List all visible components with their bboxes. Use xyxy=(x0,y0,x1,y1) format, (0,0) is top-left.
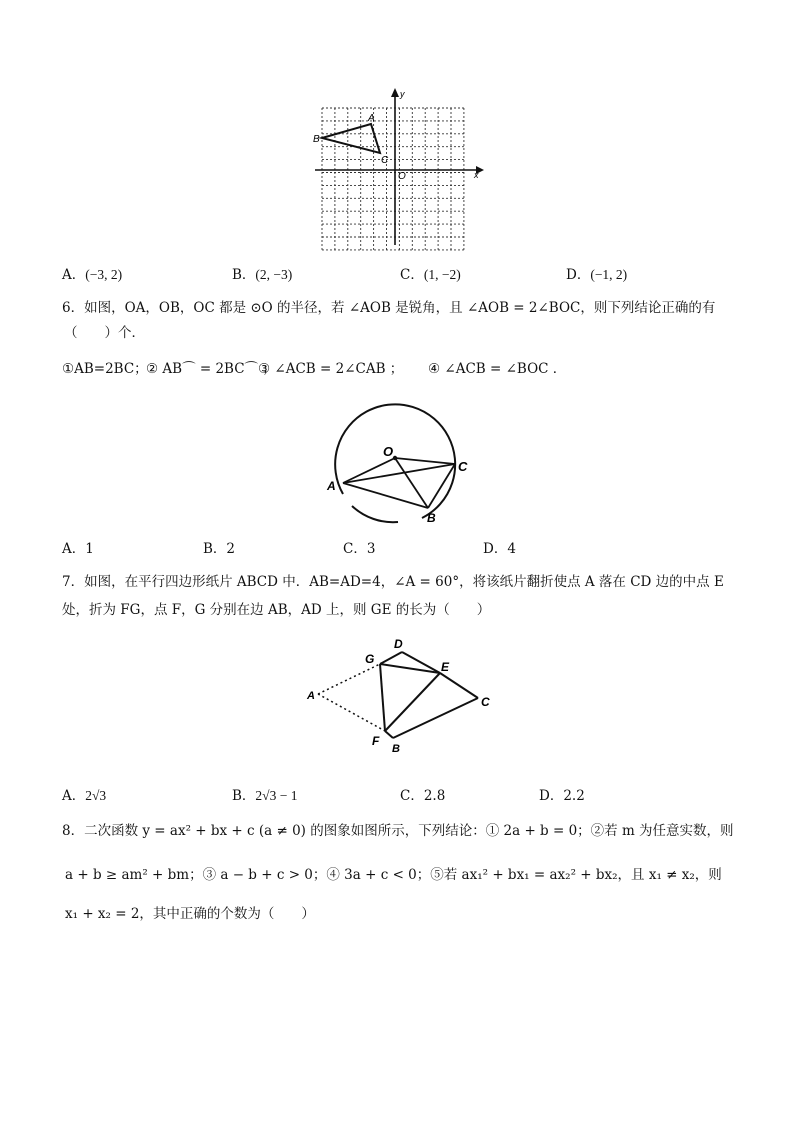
q6-statement-1: ①AB=2BC； xyxy=(62,361,148,377)
q7-segment-ec xyxy=(440,673,478,698)
q7-segment-fe xyxy=(385,673,440,731)
q5-option-b: B．(2, −3) xyxy=(232,267,293,283)
q7-dashed-af xyxy=(318,694,385,731)
q5-option-a: A．(−3, 2) xyxy=(62,267,123,283)
q6-question-line-1: 6．如图，OA，OB，OC 都是 ⊙O 的半径，若 ∠AOB 是锐角，且 ∠AOB = 2∠BOC，则下列结论正确的有 xyxy=(62,300,716,316)
q7-question-line-1: 7．如图，在平行四边形纸片 ABCD 中．AB=AD=4，∠A = 60°，将该纸片翻折使点 A 落在 CD 边的中点 E xyxy=(62,574,724,590)
q7-question-line-2: 处，折为 FG，点 F，G 分别在边 AB，AD 上，则 GE 的长为（ ） xyxy=(62,602,491,618)
q6-label-b: B xyxy=(427,511,436,525)
q6-label-o: O xyxy=(383,444,394,459)
q6-statement-4: ④ ∠ACB = ∠BOC ． xyxy=(428,361,567,377)
q8-question-line-2: a + b ≥ am² + bm；③ a − b + c > 0；④ 3a + c < 0；⑤若 ax₁² + bx₁ = ax₂² + bx₂，且 x₁ ≠ x₂，则 xyxy=(65,867,722,883)
q6-label-c: C xyxy=(458,459,468,474)
q7-segment-gf xyxy=(380,664,385,731)
q6-question-line-2: （ ）个． xyxy=(64,325,145,341)
q7-option-a: A．2√3 xyxy=(62,788,107,804)
q5-label-x: x xyxy=(474,170,479,180)
q7-label-g: G xyxy=(365,652,375,666)
q5-label-c: C xyxy=(381,155,389,166)
q5-label-y: y xyxy=(400,89,405,99)
q7-dashed-ag xyxy=(318,664,380,694)
q7-segment-bf xyxy=(385,731,393,738)
q7-option-b: B．2√3 − 1 xyxy=(232,788,298,804)
q5-label-o: O xyxy=(398,171,406,182)
q7-label-a: A xyxy=(307,690,315,702)
q6-label-a: A xyxy=(327,479,336,493)
q7-option-c: C．2.8 xyxy=(400,788,446,804)
q6-option-c: C．3 xyxy=(343,541,376,557)
q5-label-b: B xyxy=(313,134,320,145)
q6-option-a: A．1 xyxy=(62,541,94,557)
q6-statement-3: ③ ∠ACB = 2∠CAB ； xyxy=(258,361,404,377)
q7-label-e: E xyxy=(441,660,450,674)
q5-label-a: A xyxy=(368,113,375,124)
q6-statement-2: ② AB⌒ = 2BC⌒ ； xyxy=(146,361,276,377)
q6-option-d: D．4 xyxy=(483,541,516,557)
q8-question-line-1: 8．二次函数 y = ax² + bx + c (a ≠ 0) 的图象如图所示，下列结论：① 2a + b = 0；②若 m 为任意实数，则 xyxy=(62,823,734,839)
q5-option-c: C．(1, −2) xyxy=(400,267,461,283)
q6-option-b: B．2 xyxy=(203,541,236,557)
q7-label-f: F xyxy=(372,734,380,748)
q7-segment-gd xyxy=(380,652,402,664)
q7-segment-cb xyxy=(393,698,478,738)
q8-question-line-3: x₁ + x₂ = 2，其中正确的个数为（ ） xyxy=(65,906,315,922)
q7-label-b: B xyxy=(392,743,400,755)
q5-option-d: D．(−1, 2) xyxy=(566,267,628,283)
q7-option-d: D．2.2 xyxy=(539,788,585,804)
q7-label-c: C xyxy=(481,695,490,709)
q7-label-d: D xyxy=(394,637,403,651)
